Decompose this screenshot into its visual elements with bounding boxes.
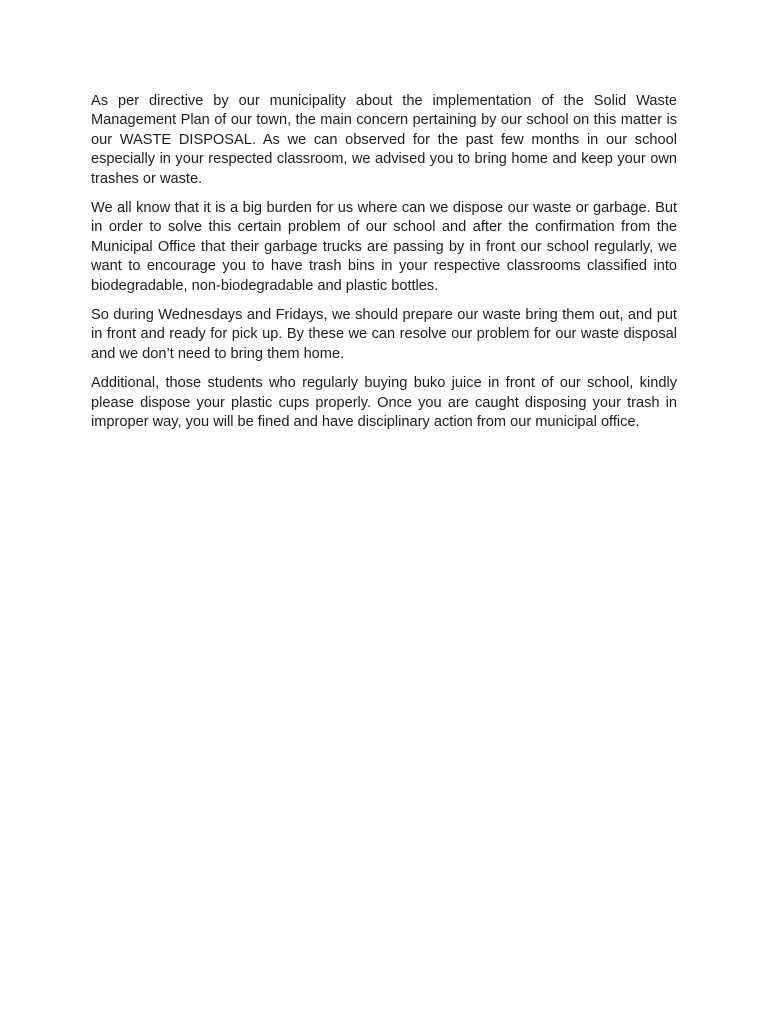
paragraph-2: We all know that it is a big burden for us where can we dispose our waste or garbage. But in order to solve this certain problem of our school and after the confirmation from the Municipal Office that their garbage trucks are passing by in front our school regularly, we want to encourage you to have trash bins in your respective classrooms classified into biodegradable, non-biodegradable and plastic bottles. <box>91 200 677 294</box>
document-body <box>91 92 677 443</box>
paragraph-4: Additional, those students who regularly buying buko juice in front of our school, kindly please dispose your plastic cups properly. Once you are caught disposing your trash in improper way, you will be fined and have disciplinary action from our municipal office. <box>91 375 677 431</box>
paragraph-1: As per directive by our municipality about the implementation of the Solid Waste Management Plan of our town, the main concern pertaining by our school on this matter is our WASTE DISPOSAL. As we can observed for the past few months in our school especially in your respected classroom, we advised you to bring home and keep your own trashes or waste. <box>91 93 677 187</box>
paragraph-3: So during Wednesdays and Fridays, we should prepare our waste bring them out, and put in front and ready for pick up. By these we can resolve our problem for our waste disposal and we don’t need to bring them home. <box>91 307 677 362</box>
